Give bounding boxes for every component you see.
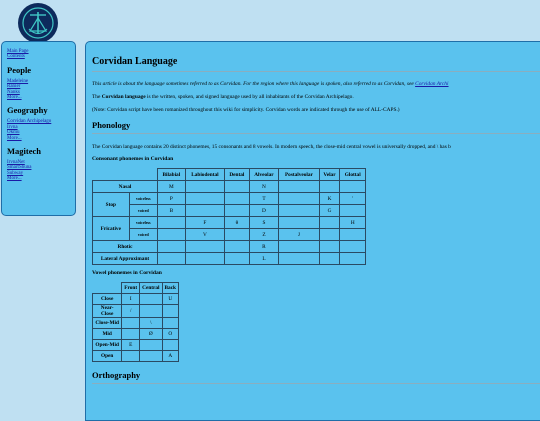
table-cell: D — [249, 205, 279, 217]
sidebar-link-corvidan-archipelago[interactable]: Corvidan Archipelago — [7, 119, 52, 125]
table-cell — [319, 241, 340, 253]
sidebar-heading-magitech: Magitech — [7, 146, 41, 157]
table-cell — [158, 253, 186, 265]
table-cell: S — [249, 217, 279, 229]
table-row — [93, 205, 366, 217]
table-cell — [162, 340, 178, 351]
table-cell — [185, 205, 224, 217]
row-subheader-voiceless: voiceless — [129, 217, 157, 229]
sidebar-link-contents[interactable]: Contents — [7, 54, 25, 60]
table-row — [93, 318, 179, 329]
sidebar-heading-people: People — [7, 64, 32, 75]
sidebar-heading-geography: Geography — [7, 105, 48, 116]
intro-paragraph — [92, 94, 540, 101]
col-header-central: Central — [140, 283, 162, 294]
sidebar-link-smartshuna[interactable]: SmartShuna — [7, 165, 32, 171]
table-cell — [225, 241, 249, 253]
page-title: Corvidan Language — [92, 56, 540, 72]
sidebar-link-main-page[interactable]: Main Page — [7, 49, 29, 54]
table-cell — [225, 229, 249, 241]
phonology-paragraph: The Corvidan language contains 20 distinct phonemes, 15 consonants and 8 vowels. In modern speech, the close-mid central vowel is universally dropped, and \ has b — [92, 144, 451, 150]
sidebar-link-subway[interactable]: Subway — [7, 170, 24, 176]
table-cell — [319, 181, 340, 193]
table-cell — [122, 329, 140, 340]
sidebar — [1, 41, 76, 216]
table-cell — [279, 181, 319, 193]
intro-pre: The — [92, 94, 102, 100]
table-row — [93, 351, 179, 362]
table-cell — [162, 318, 178, 329]
col-header-alveolar: Alveolar — [249, 169, 279, 181]
table-cell: θ — [225, 217, 249, 229]
table-row — [93, 217, 366, 229]
table-row — [93, 181, 366, 193]
table-cell — [158, 229, 186, 241]
intro-bold-term: Corvidan language — [101, 94, 146, 100]
row-subheader-voiced: voiced — [129, 205, 157, 217]
row-header-mid: Mid — [93, 329, 122, 340]
sidebar-group-geography — [7, 105, 75, 141]
sidebar-link-ranier[interactable]: Ranier — [7, 84, 21, 90]
row-header-open: Open — [93, 351, 122, 362]
table-cell — [140, 351, 162, 362]
row-header-fricative: Fricative — [93, 217, 130, 241]
sidebar-link-people-more[interactable]: More... — [7, 95, 22, 101]
table-cell — [122, 318, 140, 329]
table-row — [93, 305, 179, 318]
table-cell: J — [279, 229, 319, 241]
table-cell: M — [158, 181, 186, 193]
table-cell — [340, 229, 366, 241]
row-header-open-mid: Open-Mid — [93, 340, 122, 351]
table-corner — [93, 283, 122, 294]
table-cell: T — [249, 193, 279, 205]
sidebar-group-people — [7, 65, 75, 101]
table-cell: B — [158, 205, 186, 217]
table-cell — [225, 193, 249, 205]
table-cell: U — [162, 294, 178, 305]
table-cell — [185, 253, 224, 265]
hatnote-link[interactable]: Corvidan Archi — [415, 81, 449, 87]
table-cell — [158, 217, 186, 229]
hatnote-text: This article is about the language sometimes referred to as Corvidan. For the region where this language is spoken, also referred to as Corvidan, see — [92, 81, 416, 87]
row-header-near-close: Near-Close — [93, 305, 122, 318]
table-cell: I — [122, 294, 140, 305]
table-cell: O — [162, 329, 178, 340]
table-cell — [340, 253, 366, 265]
sidebar-top-links — [7, 49, 75, 60]
sidebar-link-geography-more[interactable]: More... — [7, 135, 22, 141]
table-cell — [158, 241, 186, 253]
section-heading-phonology: Phonology — [92, 120, 540, 134]
hatnote — [92, 81, 540, 88]
table-cell: N — [249, 181, 279, 193]
anchor-tree-emblem-icon — [21, 6, 55, 40]
table-cell — [279, 241, 319, 253]
vowel-header-row — [93, 283, 179, 294]
row-header-close: Close — [93, 294, 122, 305]
table-cell: ' — [340, 193, 366, 205]
row-header-lateral-approximant: Lateral Approximant — [93, 253, 158, 265]
table-cell — [140, 340, 162, 351]
table-cell — [225, 181, 249, 193]
article-content — [85, 41, 540, 421]
sidebar-link-nanks[interactable]: Nanks — [7, 89, 20, 95]
table-cell: H — [340, 217, 366, 229]
table-cell: A — [162, 351, 178, 362]
table-cell: V — [185, 229, 224, 241]
sidebar-link-irvnanet[interactable]: IrvnaNet — [7, 160, 25, 166]
consonant-table — [92, 168, 366, 265]
table-cell — [279, 217, 319, 229]
table-cell: L — [249, 253, 279, 265]
table-cell — [319, 217, 340, 229]
table-cell: K — [319, 193, 340, 205]
table-cell — [340, 205, 366, 217]
table-cell: P — [158, 193, 186, 205]
vowel-table-caption: Vowel phonemes in Corvidan — [92, 270, 162, 276]
table-cell — [185, 181, 224, 193]
table-cell — [279, 253, 319, 265]
table-cell: \ — [140, 318, 162, 329]
table-row — [93, 294, 179, 305]
site-logo-icon[interactable] — [18, 3, 58, 43]
table-cell — [140, 294, 162, 305]
table-cell — [140, 305, 162, 318]
table-row — [93, 253, 366, 265]
table-cell: Ø — [140, 329, 162, 340]
row-subheader-voiceless: voiceless — [129, 193, 157, 205]
table-cell — [340, 241, 366, 253]
sidebar-link-madeleine[interactable]: Madeleine — [7, 78, 29, 84]
row-header-close-mid: Close-Mid — [93, 318, 122, 329]
table-cell — [319, 229, 340, 241]
consonant-header-row — [93, 169, 366, 181]
section-heading-orthography: Orthography — [92, 370, 540, 384]
table-cell: F — [185, 217, 224, 229]
row-header-rhotic: Rhotic — [93, 241, 158, 253]
col-header-bilabial: Bilabial — [158, 169, 186, 181]
col-header-postalveolar: Postalveolar — [279, 169, 319, 181]
table-cell — [225, 253, 249, 265]
sidebar-link-magitech-more[interactable]: More... — [7, 176, 22, 182]
table-row — [93, 241, 366, 253]
table-cell — [279, 205, 319, 217]
table-cell: E — [122, 340, 140, 351]
sidebar-link-okmu[interactable]: Okmu — [7, 130, 20, 136]
table-cell — [162, 305, 178, 318]
table-cell — [185, 193, 224, 205]
table-cell: R — [249, 241, 279, 253]
table-cell — [122, 351, 140, 362]
table-row — [93, 340, 179, 351]
romanization-note: (Note: Corvidan script have been romanized throughout this wiki for simplicity. Corvidan words are indicated through the use of ALL-CAPS.) — [92, 107, 400, 113]
col-header-labiodental: Labiodental — [185, 169, 224, 181]
table-cell — [340, 181, 366, 193]
table-cell: / — [122, 305, 140, 318]
vowel-table — [92, 282, 179, 362]
col-header-velar: Velar — [319, 169, 340, 181]
table-cell — [319, 253, 340, 265]
intro-post: is the written, spoken, and signed language used by all inhabitants of the Corvidan Archipelago. — [145, 94, 354, 100]
table-cell — [279, 193, 319, 205]
table-row — [93, 329, 179, 340]
table-cell — [225, 205, 249, 217]
sidebar-group-magitech — [7, 146, 75, 182]
table-row — [93, 229, 366, 241]
table-cell — [185, 241, 224, 253]
sidebar-link-irvna[interactable]: Irvna — [7, 124, 18, 130]
row-header-nasal: Nasal — [93, 181, 158, 193]
table-cell: G — [319, 205, 340, 217]
col-header-front: Front — [122, 283, 140, 294]
col-header-back: Back — [162, 283, 178, 294]
col-header-dental: Dental — [225, 169, 249, 181]
col-header-glottal: Glottal — [340, 169, 366, 181]
consonant-table-caption: Consonant phonemes in Corvidan — [92, 156, 174, 162]
row-header-stop: Stop — [93, 193, 130, 217]
row-subheader-voiced: voiced — [129, 229, 157, 241]
table-row — [93, 193, 366, 205]
table-corner — [93, 169, 158, 181]
table-cell: Z — [249, 229, 279, 241]
